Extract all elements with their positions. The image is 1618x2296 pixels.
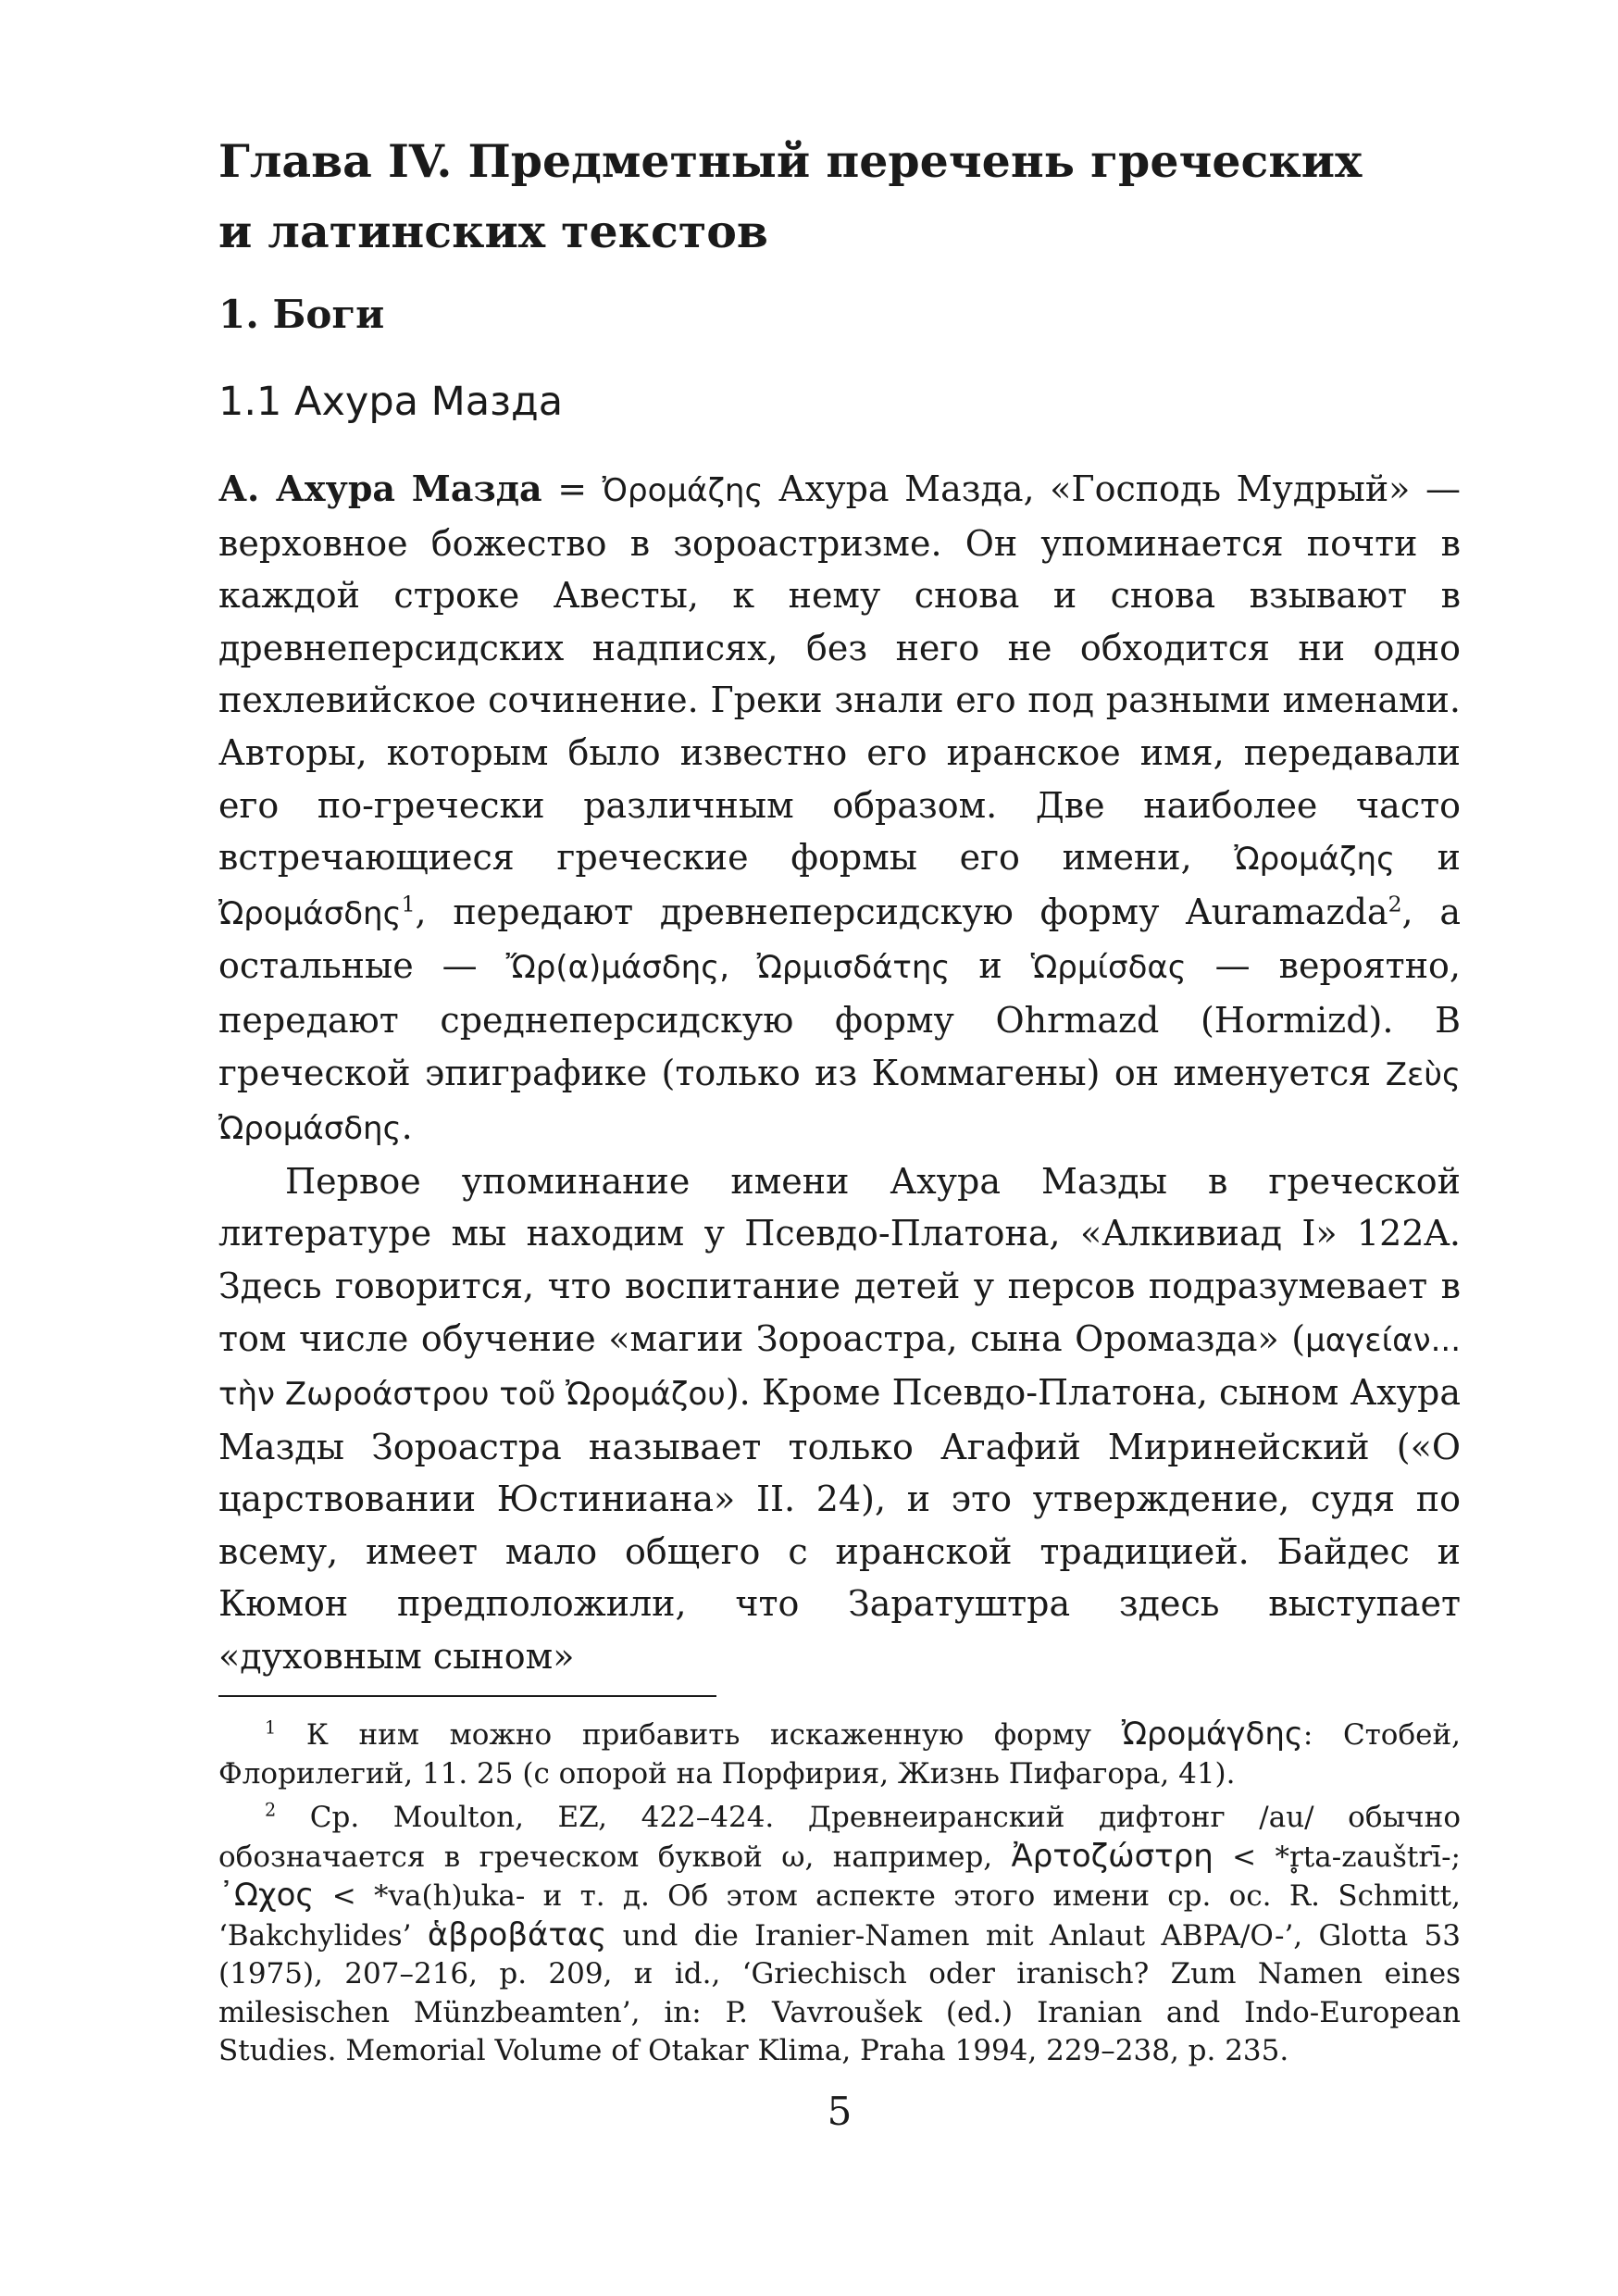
greek-word: Ὤρ(α)μάσδης, Ὠρμισδάτης bbox=[505, 949, 951, 987]
footnote-text: Ср. Moulton, EZ, 422–424. Древнеиранский дифтонг /au/ обычно обозначается в греческом буквой ω, например, bbox=[218, 1801, 1461, 1874]
greek-word: Ὠρομάγδης bbox=[1121, 1716, 1303, 1753]
greek-word: Ὠρομάζης bbox=[1234, 841, 1396, 879]
paragraph-text: и bbox=[950, 945, 1031, 987]
footnote-text: < *va(h)uka- и т. д. Об этом аспекте этого имени ср. ос. R. Schmitt, ‘Bakchylides’ bbox=[218, 1879, 1461, 1953]
greek-word: Ὠρομάσδης bbox=[218, 894, 402, 932]
document-page bbox=[218, 0, 1461, 2296]
paragraph-text: ). Кроме Псевдо-Платона, сыном Ахура Мазды Зороастра называет только Агафий Миринейский («О царствовании Юстиниана» II. 24), и это утверждение, судя по всему, имеет мало общего с иранской традицией. Байдес и Кюмон предположили, что Заратуштра здесь выступает «духовным сыном» bbox=[218, 1372, 1462, 1678]
footnote-2 bbox=[218, 1799, 1461, 2071]
footnote-text: und die Iranier-Namen mit Anlaut ABPA/O-’, Glotta 53 (1975), 207–216, p. 209, и id., ‘Griechisch oder iranisch? Zum Namen eines milesischen Münzbeamten’, in: P. Vavroušek (ed.) Iranian and Indo-European Studies. Memorial Volume of Otakar Klima, Praha 1994, 229–238, p. 235. bbox=[218, 1918, 1461, 2067]
footnote-number: 2 bbox=[265, 1799, 277, 1821]
greek-quote: μαγείαν... τὴν Ζωροάστρου τοῦ Ὠρομάζου bbox=[218, 1321, 1461, 1414]
subsection-title: 1.1 Ахура Мазда bbox=[218, 379, 564, 425]
paragraph-text: . bbox=[401, 1106, 413, 1148]
greek-word: Ζεὺς Ὠρομάσδης bbox=[218, 1055, 1461, 1148]
paragraph-1 bbox=[218, 463, 1461, 1155]
greek-word: ἁβροβάτας bbox=[427, 1915, 607, 1953]
paragraph-text: — вероятно, передают среднеперсидскую форму Ohrmazd (Hormizd). В греческой эпиграфике (только из Коммагены) он именуется bbox=[218, 945, 1461, 1093]
paragraph-2 bbox=[218, 1155, 1461, 1683]
greek-word: Ὡρμίσδας bbox=[1030, 949, 1187, 987]
paragraph-text: Первое упоминание имени Ахура Мазды в греческой литературе мы находим у Псевдо-Платона, «Алкивиад I» 122A. Здесь говорится, что воспитание детей у персов подразумевает в том числе обучение «магии Зороастра, сына Оромазда» ( bbox=[218, 1160, 1461, 1359]
section-title: 1. Боги bbox=[218, 292, 385, 337]
greek-word: Ἀρτοζώστρη bbox=[1011, 1837, 1214, 1875]
footnote-text: : Стобей, Флорилегий, 11. 25 (с опорой на Порфирия, Жизнь Пифагора, 41). bbox=[218, 1718, 1461, 1791]
footnote-number: 1 bbox=[265, 1716, 277, 1739]
footnote-ref-1[interactable]: 1 bbox=[401, 891, 416, 917]
footnote-1 bbox=[218, 1716, 1461, 1793]
footnote-text: < *r̥ta-zauštrī-; bbox=[1213, 1840, 1462, 1874]
entry-term: А. Ахура Мазда bbox=[218, 468, 542, 509]
footnote-divider bbox=[218, 1695, 716, 1697]
paragraph-text: , передают древнеперсидскую форму Auramazda bbox=[415, 891, 1388, 932]
paragraph-text: Ахура Мазда, «Господь Мудрый» — верховное божество в зороастризме. Он упоминается почти в каждой строке Авесты, к нему снова и снова взывают в древнеперсидских надписях, без него не обходится ни одно пехлевийское сочинение. Греки знали его под разными именами. Авторы, которым было известно его иранское имя, передавали его по-гречески различным образом. Две наиболее часто встречающиеся греческие формы его имени, bbox=[218, 468, 1461, 879]
greek-name: Ὀρομάζης bbox=[602, 472, 764, 509]
body-text bbox=[218, 463, 1461, 1683]
greek-word: ᾿Ωχος bbox=[218, 1877, 315, 1914]
page-number: 5 bbox=[827, 2089, 853, 2134]
chapter-title-line2: и латинских текстов bbox=[218, 205, 768, 258]
footnotes bbox=[218, 1716, 1461, 2077]
chapter-title bbox=[218, 126, 1461, 267]
paragraph-text: и bbox=[1395, 837, 1462, 879]
footnote-ref-2[interactable]: 2 bbox=[1388, 891, 1402, 917]
chapter-title-line1: Глава IV. Предметный перечень греческих bbox=[218, 134, 1363, 188]
equals-sign: = bbox=[541, 468, 603, 509]
footnote-text: К ним можно прибавить искаженную форму bbox=[276, 1718, 1122, 1752]
paragraph-text: , а остальные — bbox=[218, 891, 1461, 987]
